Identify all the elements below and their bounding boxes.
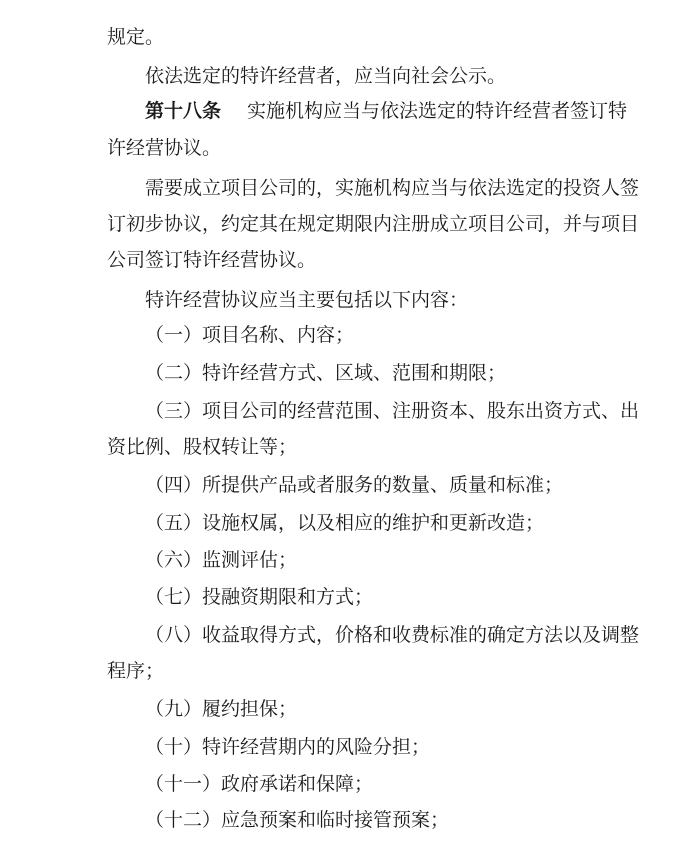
list-item-4: （四）所提供产品或者服务的数量、质量和标准； bbox=[145, 474, 564, 496]
article-18-first-line bbox=[145, 97, 627, 125]
list-item-1: （一）项目名称、内容； bbox=[145, 324, 355, 346]
paragraph-project-company-line-2: 订初步协议，约定其在规定期限内注册成立项目公司，并与项目 bbox=[107, 213, 640, 235]
list-item-10: （十）特许经营期内的风险分担； bbox=[145, 736, 431, 758]
paragraph-project-company-line-1: 需要成立项目公司的，实施机构应当与依法选定的投资人签 bbox=[145, 177, 640, 199]
list-item-12: （十二）应急预案和临时接管预案； bbox=[145, 809, 450, 831]
list-item-6: （六）监测评估； bbox=[145, 549, 298, 571]
list-item-2: （二）特许经营方式、区域、范围和期限； bbox=[145, 362, 507, 384]
paragraph-publicity-line: 依法选定的特许经营者，应当向社会公示。 bbox=[145, 65, 507, 87]
paragraph-agreement-contents-line: 特许经营协议应当主要包括以下内容： bbox=[145, 289, 469, 311]
article-18-second-line: 许经营协议。 bbox=[107, 137, 222, 159]
paragraph-continuation-line: 规定。 bbox=[107, 26, 165, 48]
paragraph-project-company-line-3: 公司签订特许经营协议。 bbox=[107, 249, 317, 271]
article-heading: 第十八条 bbox=[145, 100, 222, 122]
list-item-7: （七）投融资期限和方式； bbox=[145, 586, 374, 608]
list-item-8-line-1: （八）收益取得方式，价格和收费标准的确定方法以及调整 bbox=[145, 624, 640, 646]
article-text: 实施机构应当与依法选定的特许经营者签订特 bbox=[247, 100, 628, 122]
list-item-3-line-1: （三）项目公司的经营范围、注册资本、股东出资方式、出 bbox=[145, 400, 640, 422]
list-item-8-line-2: 程序； bbox=[107, 660, 165, 682]
list-item-3-line-2: 资比例、股权转让等； bbox=[107, 436, 298, 458]
list-item-5: （五）设施权属，以及相应的维护和更新改造； bbox=[145, 512, 545, 534]
list-item-11: （十一）政府承诺和保障； bbox=[145, 773, 374, 795]
list-item-9: （九）履约担保； bbox=[145, 698, 298, 720]
